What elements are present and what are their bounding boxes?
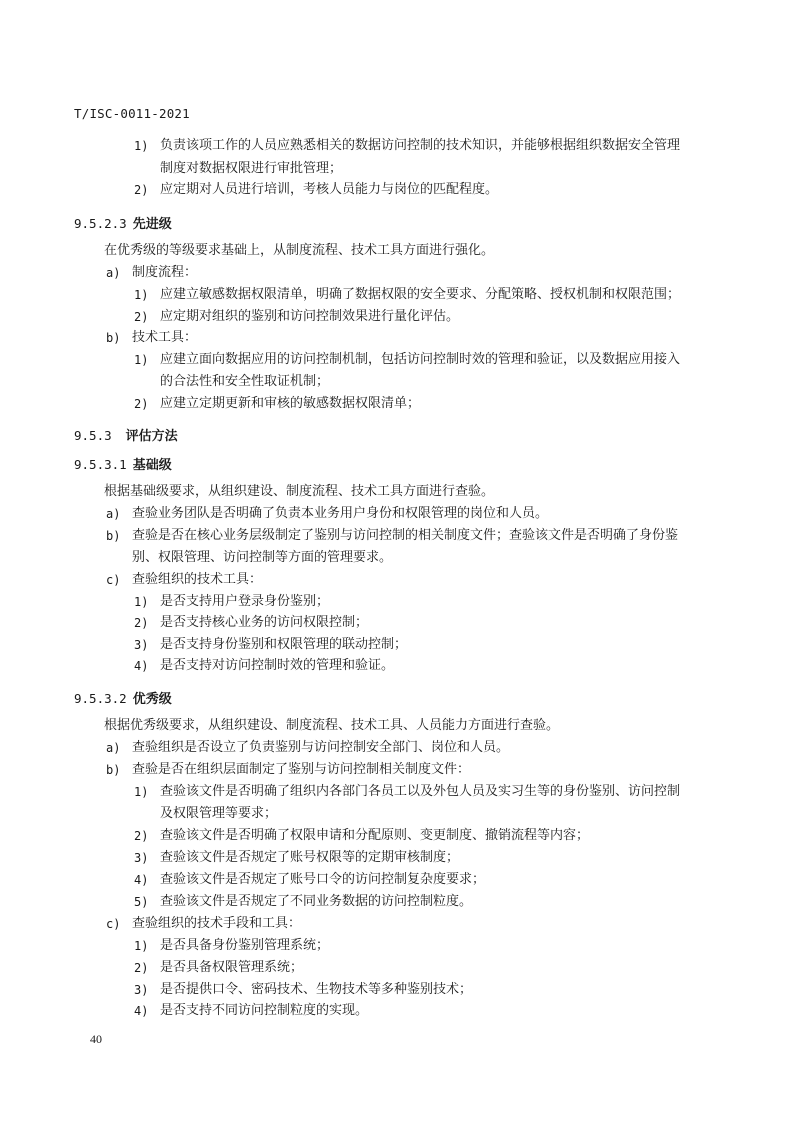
- list-item-text: 查验该文件是否明确了权限申请和分配原则、变更制度、撤销流程等内容；: [160, 828, 590, 843]
- list-number: 1): [134, 288, 149, 302]
- list-item-text: 制度对数据权限进行审批管理；: [160, 161, 343, 176]
- list-item-text: 别、权限管理、访问控制等方面的管理要求。: [132, 550, 393, 565]
- section-title: 评估方法: [125, 429, 178, 444]
- list-item-text: 查验该文件是否规定了不同业务数据的访问控制粒度。: [160, 894, 473, 909]
- section-number: 9.5.3.1: [74, 457, 127, 472]
- list-item-text: 查验组织的技术手段和工具：: [132, 916, 302, 931]
- list-letter: b): [106, 331, 121, 345]
- list-item-text: 是否具备权限管理系统；: [160, 960, 304, 975]
- list-item-text: 查验组织是否设立了负责鉴别与访问控制安全部门、岗位和人员。: [132, 740, 510, 755]
- list-item-text: 查验该文件是否规定了账号口令的访问控制复杂度要求；: [160, 872, 486, 887]
- list-item-text: 是否提供口令、密码技术、生物技术等多种鉴别技术；: [160, 982, 473, 997]
- list-letter: c): [106, 917, 121, 931]
- list-number: 3): [134, 983, 149, 997]
- list-item-text: 查验该文件是否规定了账号权限等的定期审核制度；: [160, 850, 460, 865]
- list-letter: a): [106, 266, 121, 280]
- list-number: 3): [134, 851, 149, 865]
- list-number: 1): [134, 595, 149, 609]
- paragraph: 在优秀级的等级要求基础上，从制度流程、技术工具方面进行强化。: [104, 243, 495, 258]
- list-number: 2): [134, 310, 149, 324]
- list-item-text: 应定期对组织的鉴别和访问控制效果进行量化评估。: [160, 309, 460, 324]
- list-item-text: 查验该文件是否明确了组织内各部门各员工以及外包人员及实习生等的身份鉴别、访问控制: [160, 784, 681, 799]
- list-item-text: 是否支持不同访问控制粒度的实现。: [160, 1003, 369, 1018]
- list-number: 2): [134, 616, 149, 630]
- list-item-text: 是否具备身份鉴别管理系统；: [160, 938, 330, 953]
- list-item-text: 应建立敏感数据权限清单，明确了数据权限的安全要求、分配策略、授权机制和权限范围；: [160, 287, 681, 302]
- list-item-text: 应建立面向数据应用的访问控制机制，包括访问控制时效的管理和验证，以及数据应用接入: [160, 352, 681, 367]
- list-item-text: 及权限管理等要求；: [160, 806, 278, 821]
- list-item-text: 是否支持核心业务的访问权限控制；: [160, 615, 369, 630]
- list-item-text: 查验是否在组织层面制定了鉴别与访问控制相关制度文件：: [132, 762, 471, 777]
- section-heading-9532: [74, 688, 172, 707]
- list-number: 4): [134, 1004, 149, 1018]
- list-item-text: 技术工具：: [132, 330, 198, 345]
- list-number: 1): [134, 353, 149, 367]
- list-letter: a): [106, 507, 121, 521]
- list-number: 2): [134, 397, 149, 411]
- list-number: 1): [134, 139, 149, 153]
- section-heading-953: [74, 425, 178, 444]
- list-item-text: 是否支持对访问控制时效的管理和验证。: [160, 658, 395, 673]
- paragraph: 根据优秀级要求，从组织建设、制度流程、技术工具、人员能力方面进行查验。: [104, 718, 560, 733]
- list-item-text: 应定期对人员进行培训，考核人员能力与岗位的匹配程度。: [160, 182, 499, 197]
- list-item-text: 的合法性和安全性取证机制；: [160, 374, 330, 389]
- list-number: 3): [134, 638, 149, 652]
- section-title: 基础级: [132, 458, 172, 473]
- paragraph: 根据基础级要求，从组织建设、制度流程、技术工具方面进行查验。: [104, 484, 495, 499]
- section-title: 优秀级: [132, 692, 172, 707]
- list-number: 1): [134, 785, 149, 799]
- list-number: 4): [134, 659, 149, 673]
- list-item-text: 查验业务团队是否明确了负责本业务用户身份和权限管理的岗位和人员。: [132, 506, 549, 521]
- list-number: 2): [134, 183, 149, 197]
- list-item-text: 查验组织的技术工具：: [132, 572, 263, 587]
- list-number: 2): [134, 829, 149, 843]
- list-number: 5): [134, 895, 149, 909]
- list-number: 1): [134, 939, 149, 953]
- list-item-text: 应建立定期更新和审核的敏感数据权限清单；: [160, 396, 421, 411]
- list-item-text: 制度流程：: [132, 265, 198, 280]
- section-number: 9.5.2.3: [74, 216, 127, 231]
- list-letter: b): [106, 529, 121, 543]
- section-number: 9.5.3: [74, 428, 112, 443]
- section-heading-9531: [74, 454, 172, 473]
- section-number: 9.5.3.2: [74, 691, 127, 706]
- list-letter: a): [106, 741, 121, 755]
- list-item-text: 查验是否在核心业务层级制定了鉴别与访问控制的相关制度文件；查验该文件是否明确了身份鉴: [132, 528, 679, 543]
- list-item-text: 是否支持身份鉴别和权限管理的联动控制；: [160, 637, 408, 652]
- list-number: 4): [134, 873, 149, 887]
- list-letter: b): [106, 763, 121, 777]
- section-heading-9523: [74, 213, 172, 232]
- list-letter: c): [106, 573, 121, 587]
- list-number: 2): [134, 961, 149, 975]
- page-number: 40: [90, 1032, 102, 1046]
- list-item-text: 负责该项工作的人员应熟悉相关的数据访问控制的技术知识，并能够根据组织数据安全管理: [160, 138, 681, 153]
- section-title: 先进级: [132, 217, 172, 232]
- list-item-text: 是否支持用户登录身份鉴别；: [160, 594, 330, 609]
- document-code: T/ISC-0011-2021: [74, 106, 190, 121]
